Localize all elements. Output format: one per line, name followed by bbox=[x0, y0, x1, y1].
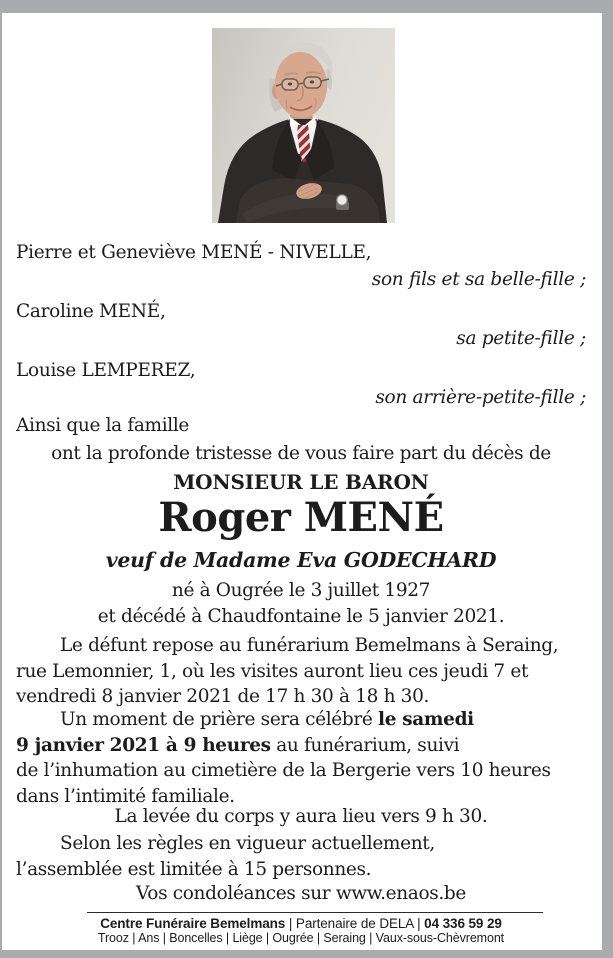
death-line: et décédé à Chaudfontaine le 5 janvier 2021. bbox=[97, 605, 505, 627]
family-member-name: Louise LEMPEREZ, bbox=[16, 360, 196, 381]
deceased-name: Roger MENÉ bbox=[158, 494, 444, 541]
obituary-card bbox=[2, 13, 602, 950]
visitation-paragraph bbox=[16, 633, 586, 710]
ceremony-paragraph bbox=[16, 707, 586, 809]
footer-funeral-home-line bbox=[16, 916, 586, 931]
deceased-spouse-line: veuf de Madame Eva GODECHARD bbox=[105, 548, 497, 572]
text-segment: Un moment de prière sera célébré bbox=[60, 709, 379, 730]
family-entry bbox=[16, 298, 586, 352]
paragraph-line: de l’inhumation au cimetière de la Bergerie vers 10 heures bbox=[16, 760, 551, 781]
portrait-illustration bbox=[212, 28, 395, 223]
intro-line-announcement: ont la profonde tristesse de vous faire part du décès de bbox=[51, 443, 551, 464]
paragraph-line: Selon les règles en vigueur actuellement, bbox=[60, 833, 435, 854]
funeral-home-name: Centre Funéraire Bemelmans bbox=[100, 916, 286, 931]
text-segment-bold: 9 janvier 2021 à 9 heures bbox=[16, 734, 271, 756]
paragraph-line: l’assemblée est limitée à 15 personnes. bbox=[16, 858, 372, 880]
text-segment: au funérarium, suivi bbox=[270, 734, 460, 756]
paragraph-line: rue Lemonnier, 1, où les visites auront lieu ces jeudi 7 et bbox=[16, 660, 529, 682]
paragraph-line: vendredi 8 janvier 2021 de 17 h 30 à 18 h 30. bbox=[16, 686, 430, 707]
deceased-honorific-title: MONSIEUR LE BARON bbox=[173, 470, 429, 494]
family-member-name: Pierre et Geneviève MENÉ - NIVELLE, bbox=[16, 242, 372, 263]
footer-locations-line: Trooz | Ans | Boncelles | Liège | Ougrée | Seraing | Vaux-sous-Chèvremont bbox=[97, 931, 505, 945]
text-segment-bold: le samedi bbox=[378, 709, 474, 730]
intro-line-family: Ainsi que la famille bbox=[16, 415, 190, 436]
family-entry bbox=[16, 357, 586, 411]
paragraph-line: Le défunt repose au funérarium Bemelmans à Seraing, bbox=[60, 635, 559, 656]
condolences-website-link[interactable]: www.enaos.be bbox=[335, 883, 467, 904]
body-removal-line: La levée du corps y aura lieu vers 9 h 30. bbox=[114, 806, 488, 827]
portrait-photo bbox=[212, 28, 395, 223]
family-member-relation: sa petite-fille ; bbox=[456, 328, 586, 349]
family-member-relation: son arrière-petite-fille ; bbox=[375, 387, 586, 408]
family-member-relation: son fils et sa belle-fille ; bbox=[371, 269, 586, 290]
family-member-name: Caroline MENÉ, bbox=[16, 301, 166, 322]
condolences-text: Vos condoléances sur bbox=[135, 883, 336, 904]
footer-partner-text: | Partenaire de DELA | bbox=[285, 916, 425, 931]
birth-line: né à Ougrée le 3 juillet 1927 bbox=[171, 580, 431, 601]
paragraph-line bbox=[16, 733, 586, 759]
family-list bbox=[16, 239, 586, 416]
paragraph-line bbox=[16, 707, 586, 733]
rules-paragraph bbox=[16, 831, 586, 882]
funeral-home-phone: 04 336 59 29 bbox=[424, 916, 502, 931]
footer-divider bbox=[87, 912, 543, 913]
paragraph-line: dans l’intimité familiale. bbox=[16, 785, 235, 807]
birth-death-block bbox=[16, 578, 586, 629]
family-entry bbox=[16, 239, 586, 293]
condolences-line bbox=[16, 881, 586, 907]
